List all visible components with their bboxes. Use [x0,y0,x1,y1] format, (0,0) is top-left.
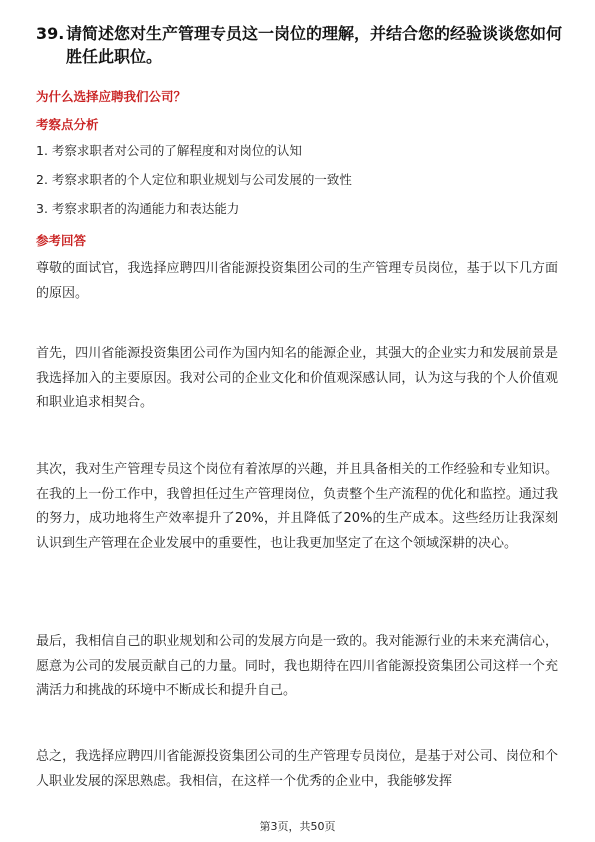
analysis-item: 1. 考察求职者对公司的了解程度和对岗位的认知 [36,143,302,158]
answer-paragraph: 首先，四川省能源投资集团公司作为国内知名的能源企业，其强大的企业实力和发展前景是我选择加入的主要原因。我对公司的企业文化和价值观深感认同，认为这与我的个人价值观和职业追求相契合。 [36,346,558,410]
section-heading: 为什么选择应聘我们公司？ [36,89,187,104]
question-text: 请简述您对生产管理专员这一岗位的理解，并结合您的经验谈谈您如何胜任此职位。 [66,24,563,66]
question-number: 39. [36,24,65,43]
question-title [36,22,566,68]
page-footer: 第3页，共50页 [259,820,336,833]
analysis-item: 2. 考察求职者的个人定位和职业规划与公司发展的一致性 [36,172,352,187]
answer-heading: 参考回答 [36,233,87,248]
answer-paragraph: 总之，我选择应聘四川省能源投资集团公司的生产管理专员岗位，是基于对公司、岗位和个人职业发展的深思熟虑。我相信，在这样一个优秀的企业中，我能够发挥 [36,749,558,789]
analysis-heading: 考察点分析 [36,117,99,132]
analysis-item: 3. 考察求职者的沟通能力和表达能力 [36,201,240,216]
answer-paragraph: 最后，我相信自己的职业规划和公司的发展方向是一致的。我对能源行业的未来充满信心，愿意为公司的发展贡献自己的力量。同时，我也期待在四川省能源投资集团公司这样一个充满活力和挑战的环境中不断成长和提升自己。 [36,634,558,698]
answer-paragraph: 尊敬的面试官，我选择应聘四川省能源投资集团公司的生产管理专员岗位，基于以下几方面的原因。 [36,261,558,301]
answer-paragraph: 其次，我对生产管理专员这个岗位有着浓厚的兴趣，并且具备相关的工作经验和专业知识。在我的上一份工作中，我曾担任过生产管理岗位，负责整个生产流程的优化和监控。通过我的努力，成功地将生产效率提升了20%，并且降低了20%的生产成本。这些经历让我深刻认识到生产管理在企业发展中的重要性，也让我更加坚定了在这个领域深耕的决心。 [36,462,558,551]
